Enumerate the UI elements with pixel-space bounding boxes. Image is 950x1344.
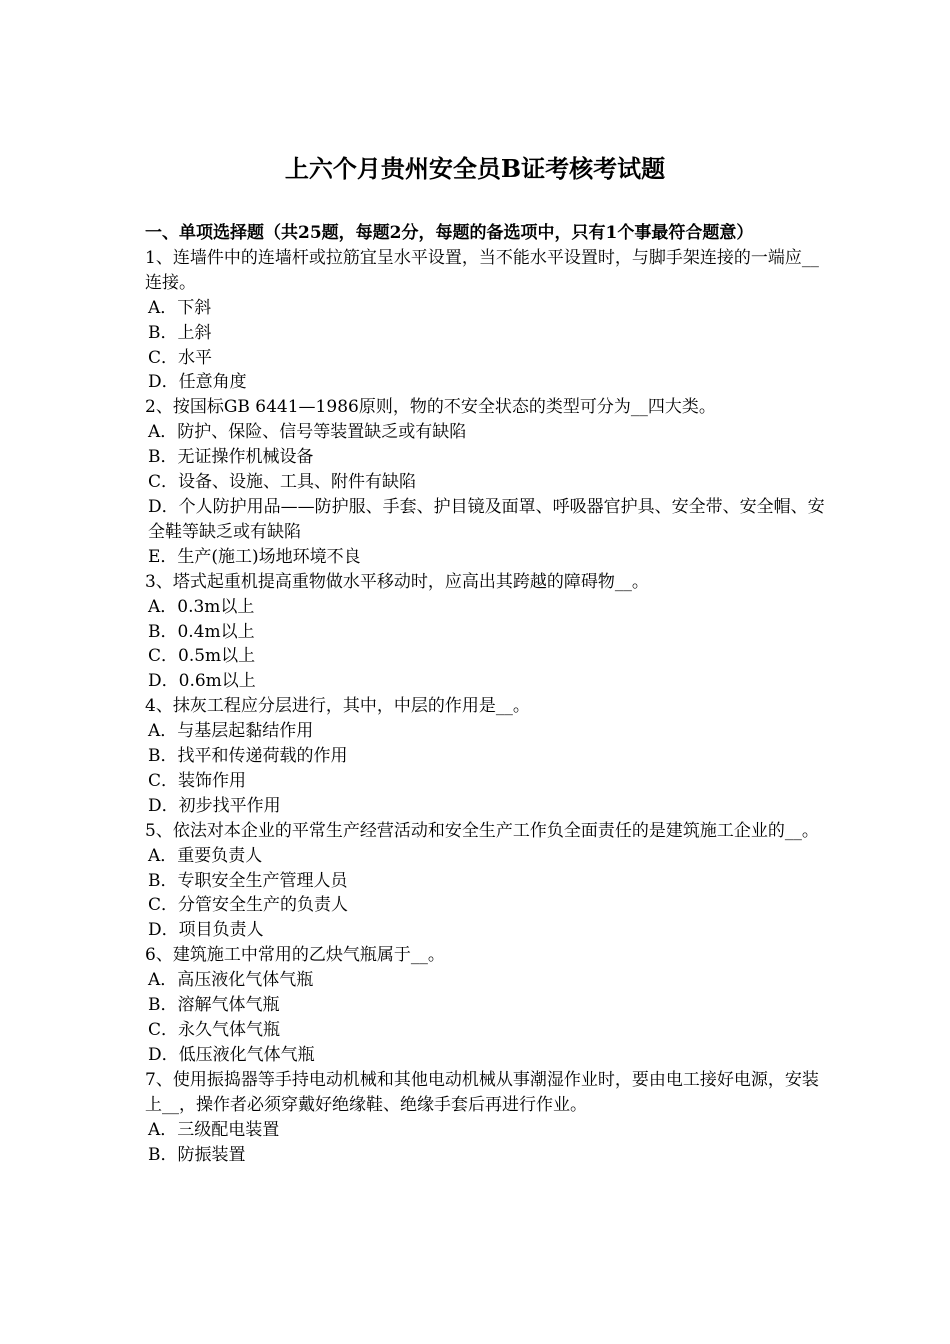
- option-b: B．找平和传递荷载的作用: [148, 746, 348, 767]
- option-e: E．生产(施工)场地环境不良: [148, 546, 361, 567]
- option-a: A．高压液化气体气瓶: [148, 970, 314, 991]
- option-d: D．个人防护用品——防护服、手套、护目镜及面罩、呼吸器官护具、安全带、安全帽、安全鞋等缺乏或有缺陷: [148, 496, 825, 542]
- question-stem: 1、连墙件中的连墙杆或拉筋宜呈水平设置，当不能水平设置时，与脚手架连接的一端应__连接。: [145, 247, 819, 293]
- option-b: B．无证操作机械设备: [148, 447, 314, 468]
- option-c: C．分管安全生产的负责人: [148, 895, 349, 916]
- option-a: A．与基层起黏结作用: [148, 721, 314, 742]
- option-b: B．上斜: [148, 322, 212, 343]
- option-d: D．低压液化气体气瓶: [148, 1044, 315, 1065]
- option-b: B．防振装置: [148, 1144, 246, 1165]
- question-7: [145, 1068, 825, 1168]
- option-c: C．0.5m以上: [148, 646, 256, 667]
- question-stem: 6、建筑施工中常用的乙炔气瓶属于__。: [145, 945, 445, 966]
- option-a: A．防护、保险、信号等装置缺乏或有缺陷: [148, 422, 467, 443]
- option-a: A．下斜: [148, 297, 212, 318]
- option-a: A．0.3m以上: [148, 596, 255, 617]
- question-stem: 4、抹灰工程应分层进行，其中，中层的作用是__。: [145, 696, 530, 717]
- option-c: C．永久气体气瓶: [148, 1020, 281, 1040]
- option-c: C．设备、设施、工具、附件有缺陷: [148, 472, 417, 493]
- option-d: D．项目负责人: [148, 920, 264, 941]
- question-stem: 2、按国标GB 6441—1986原则，物的不安全状态的类型可分为__四大类。: [145, 397, 716, 418]
- section-heading: 一、单项选择题（共25题，每题2分，每题的备选项中，只有1个事最符合题意）: [145, 223, 754, 243]
- document-body: [145, 221, 825, 1167]
- question-stem: 3、塔式起重机提高重物做水平移动时，应高出其跨越的障碍物__。: [145, 571, 649, 592]
- question-stem: 7、使用振捣器等手持电动机械和其他电动机械从事潮湿作业时，要由电工接好电源，安装上__，操作者必须穿戴好绝缘鞋、绝缘手套后再进行作业。: [145, 1069, 819, 1115]
- option-a: A．重要负责人: [148, 845, 263, 866]
- question-stem: 5、依法对本企业的平常生产经营活动和安全生产工作负全面责任的是建筑施工企业的__。: [145, 820, 819, 841]
- option-c: C．水平: [148, 347, 213, 368]
- option-b: B．溶解气体气瓶: [148, 995, 280, 1016]
- question-1: [145, 246, 825, 395]
- option-d: D．0.6m以上: [148, 671, 256, 692]
- option-c: C．装饰作用: [148, 770, 247, 791]
- option-b: B．专职安全生产管理人员: [148, 870, 348, 891]
- question-2: [145, 395, 825, 569]
- question-5: [145, 819, 825, 944]
- option-a: A．三级配电装置: [148, 1119, 280, 1140]
- question-6: [145, 943, 825, 1068]
- question-4: [145, 694, 825, 819]
- option-d: D．任意角度: [148, 372, 247, 393]
- option-b: B．0.4m以上: [148, 621, 255, 642]
- document-title: 上六个月贵州安全员B证考核考试题: [284, 154, 666, 183]
- option-d: D．初步找平作用: [148, 795, 281, 816]
- question-3: [145, 570, 825, 695]
